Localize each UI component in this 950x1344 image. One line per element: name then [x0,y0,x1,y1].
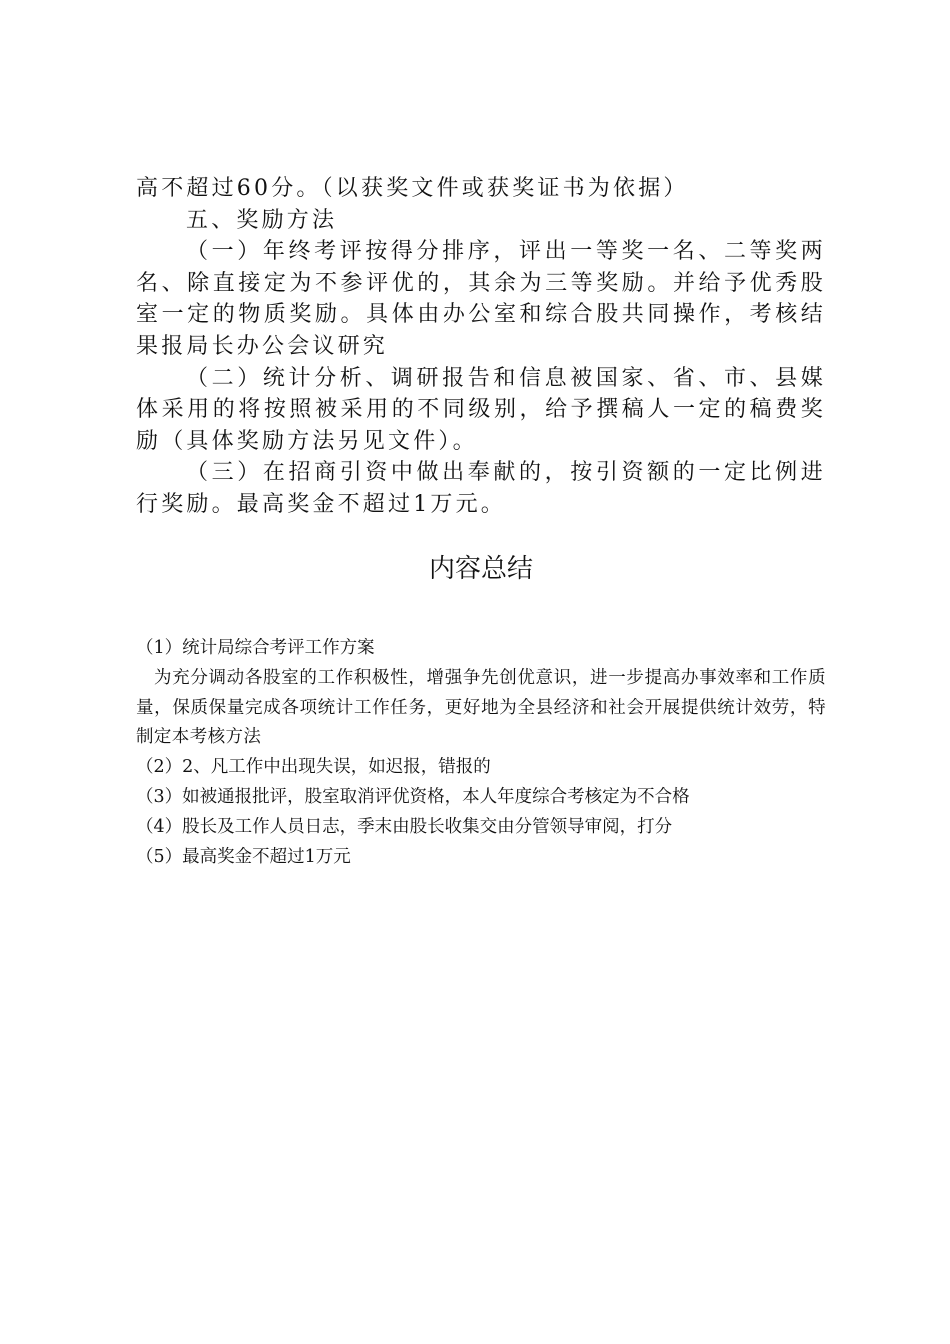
summary-title: 内容总结 [428,554,533,584]
section-heading-reward-method: 五、奖励方法 [186,207,338,233]
summary-item: （5）最高奖金不超过1万元 [136,846,351,867]
summary-item: （2）2、凡工作中出现失误，如迟报，错报的 [136,757,491,778]
paragraph-reward-1: （一）年终考评按得分排序，评出一等奖一名、二等奖两名、除直接定为不参评优的，其余为三等奖励。并给予优秀股室一定的物质奖励。具体由办公室和综合股共同操作，考核结果报局长办公会议研究 [136,239,826,359]
paragraph-reward-2: （二）统计分析、调研报告和信息被国家、省、市、县媒体采用的将按照被采用的不同级别，给予撰稿人一定的稿费奖励（具体奖励方法另见文件）。 [136,365,826,454]
summary-item: （1）统计局综合考评工作方案 [136,638,375,658]
summary-list [136,634,826,872]
paragraph-score-limit: 高不超过60分。（以获奖文件或获奖证书为依据） [136,176,689,201]
paragraph-reward-3: （三）在招商引资中做出奉献的，按引资额的一定比例进行奖励。最高奖金不超过1万元。 [136,460,826,517]
summary-item: 为充分调动各股室的工作积极性，增强争先创优意识，进一步提高办事效率和工作质量，保质保量完成各项统计工作任务，更好地为全县经济和社会开展提供统计效劳，特制定本考核方法 [136,667,826,748]
summary-item: （3）如被通报批评，股室取消评优资格，本人年度综合考核定为不合格 [136,786,690,807]
body-text-section [136,173,826,521]
summary-item: （4）股长及工作人员日志，季末由股长收集交由分管领导审阅，打分 [136,816,673,837]
